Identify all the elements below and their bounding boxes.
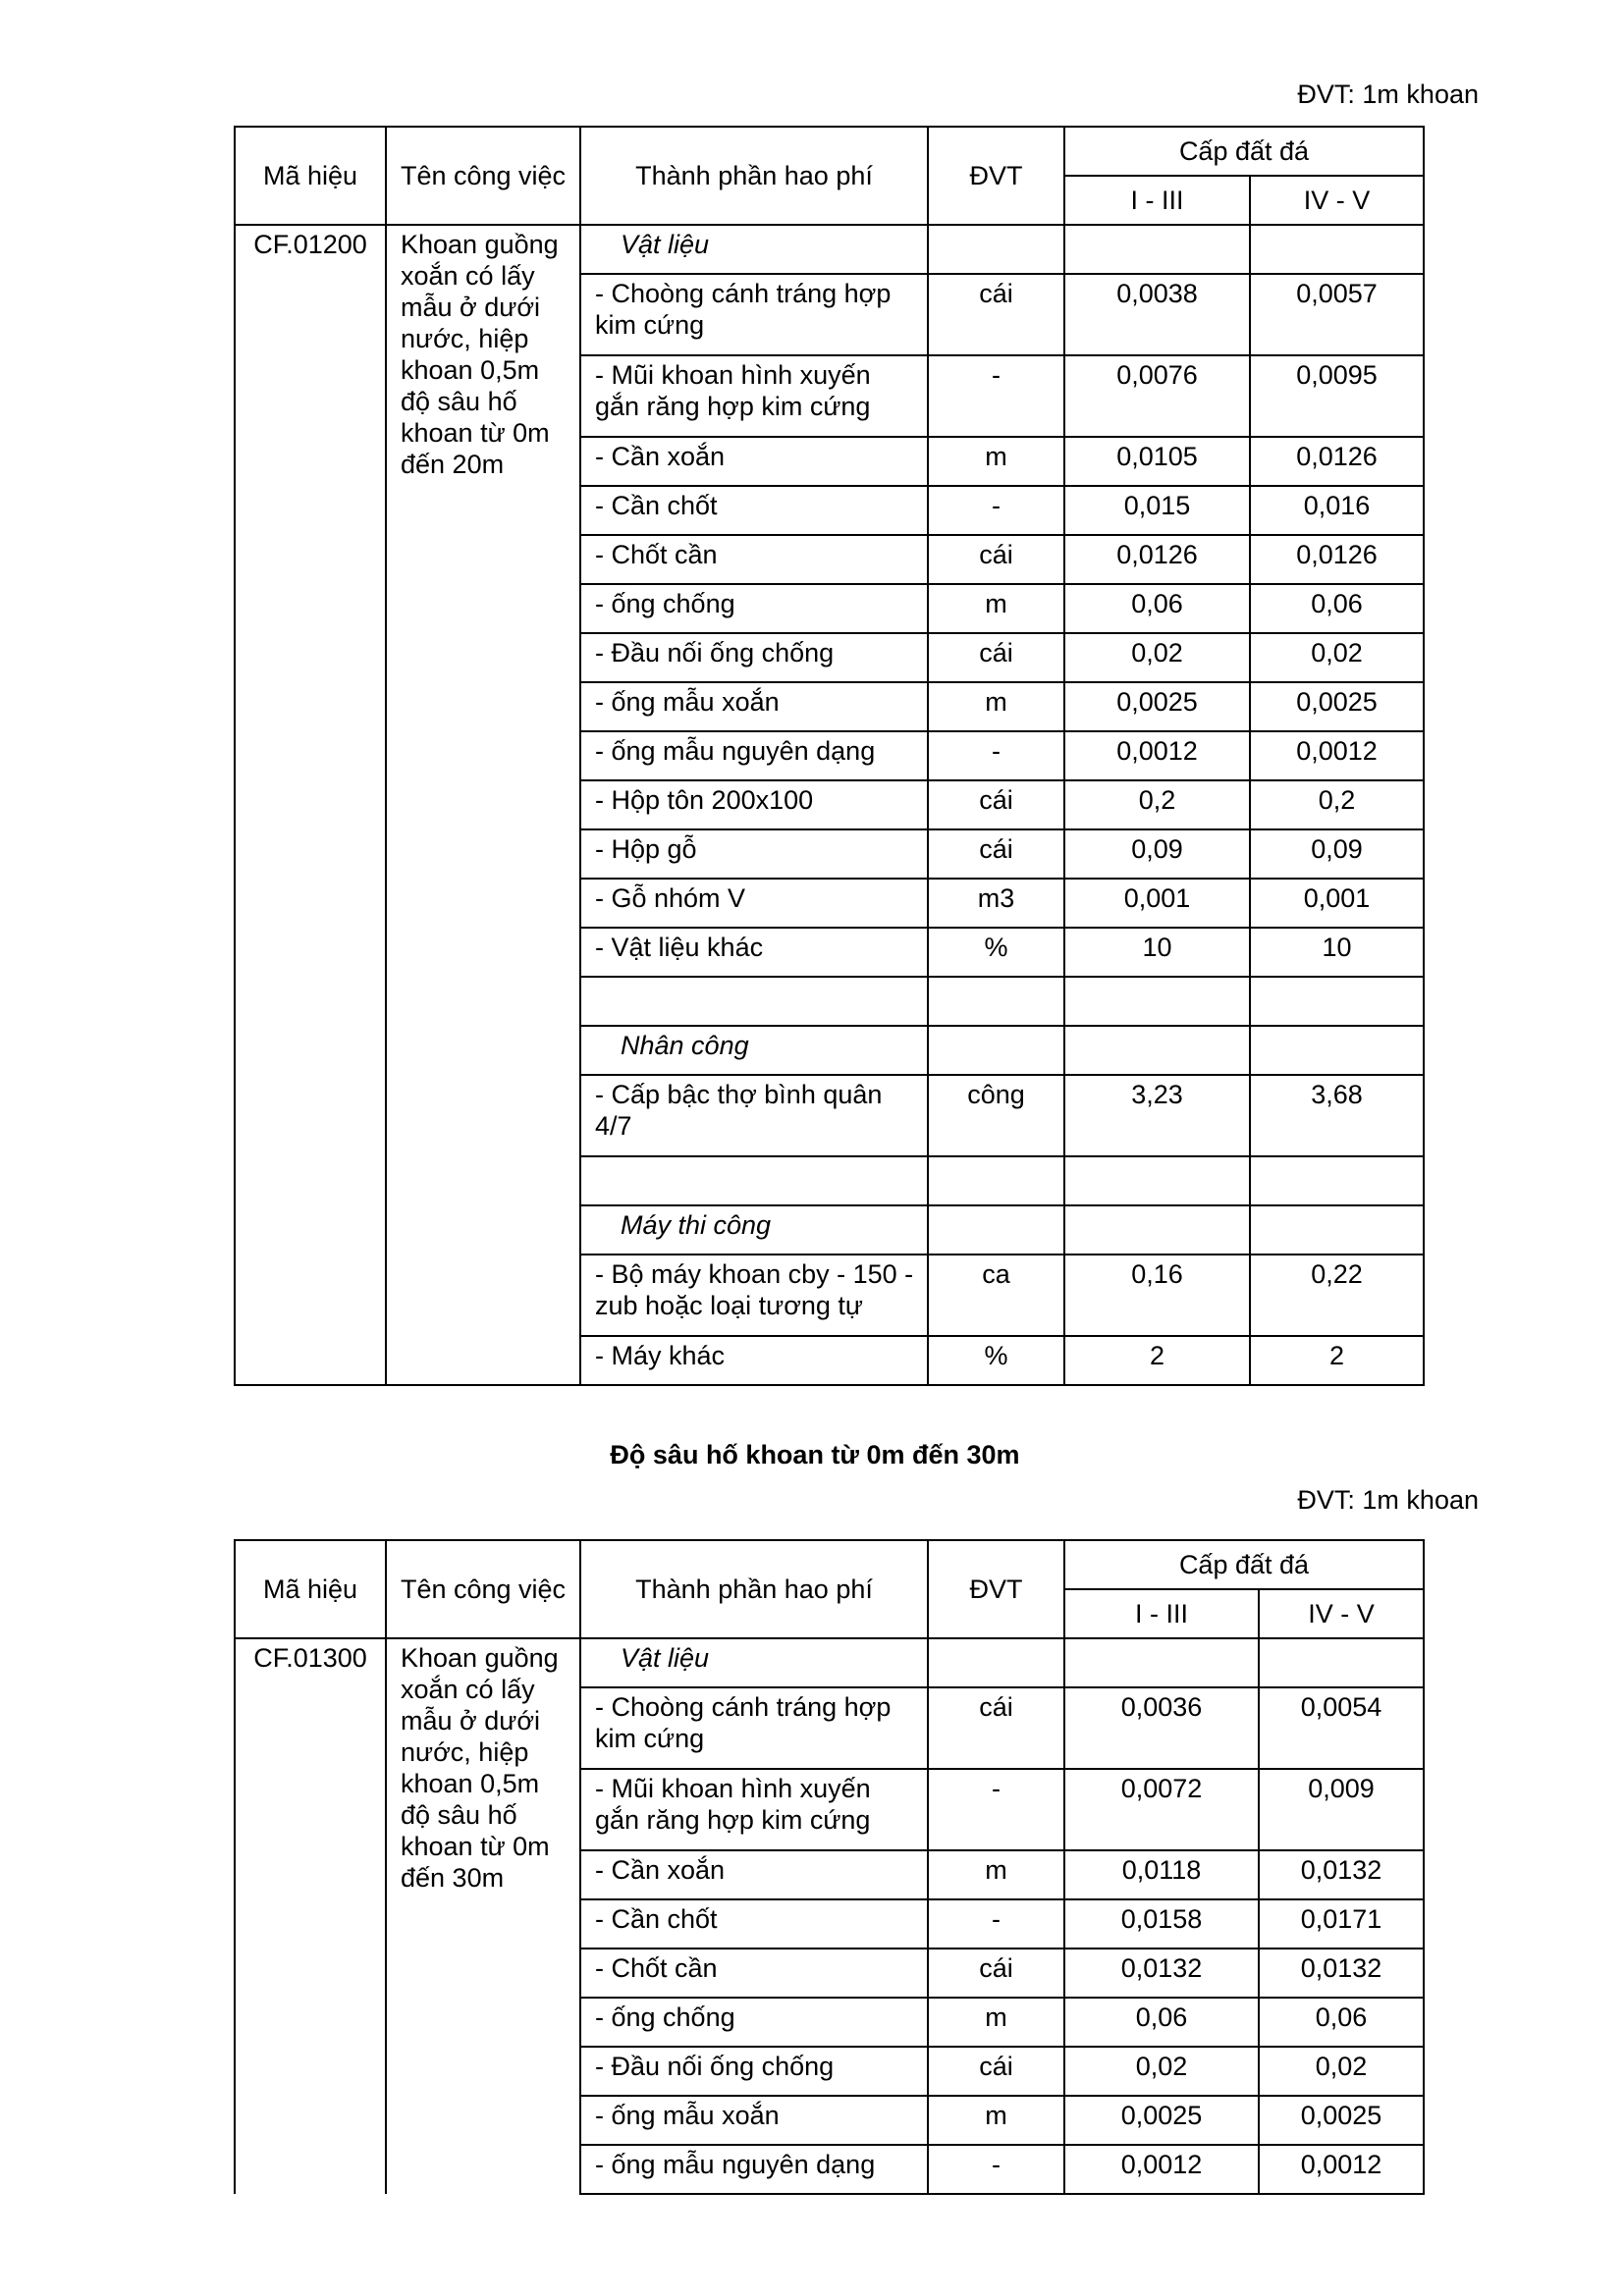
header-work: Tên công việc <box>386 1540 580 1638</box>
value-grade-1: 0,09 <box>1064 829 1250 879</box>
item-unit <box>928 225 1064 274</box>
value-grade-2: 0,0171 <box>1259 1899 1424 1949</box>
value-grade-2: 0,0095 <box>1250 355 1424 437</box>
header-component: Thành phần hao phí <box>580 127 928 225</box>
item-unit: m <box>928 1850 1064 1899</box>
value-grade-2: 0,0126 <box>1250 535 1424 584</box>
header-grade-1: I - III <box>1064 176 1250 225</box>
item-unit: m <box>928 584 1064 633</box>
value-grade-2: 0,0012 <box>1259 2145 1424 2194</box>
value-grade-2: 0,0057 <box>1250 274 1424 355</box>
value-grade-1: 0,0025 <box>1064 682 1250 731</box>
value-grade-2: 0,0132 <box>1259 1850 1424 1899</box>
header-grade-1: I - III <box>1064 1589 1259 1638</box>
value-grade-1: 0,16 <box>1064 1255 1250 1336</box>
item-unit <box>928 1156 1064 1205</box>
table-row <box>235 225 1424 274</box>
cost-item: - Cấp bậc thợ bình quân 4/7 <box>580 1075 928 1156</box>
cost-item: - Chốt cần <box>580 1949 928 1998</box>
value-grade-1: 0,0076 <box>1064 355 1250 437</box>
item-unit: - <box>928 486 1064 535</box>
header-grade-2: IV - V <box>1259 1589 1424 1638</box>
value-grade-2: 0,06 <box>1250 584 1424 633</box>
value-grade-2: 0,0025 <box>1259 2096 1424 2145</box>
value-grade-1: 0,0105 <box>1064 437 1250 486</box>
value-grade-1: 0,0126 <box>1064 535 1250 584</box>
category-label: Vật liệu <box>580 1638 928 1687</box>
item-unit: cái <box>928 535 1064 584</box>
value-grade-2: 0,02 <box>1259 2047 1424 2096</box>
cost-item: - Cần chốt <box>580 1899 928 1949</box>
header-work: Tên công việc <box>386 127 580 225</box>
value-grade-1 <box>1064 1205 1250 1255</box>
value-grade-1: 0,0158 <box>1064 1899 1259 1949</box>
value-grade-2: 10 <box>1250 928 1424 977</box>
value-grade-1: 0,06 <box>1064 584 1250 633</box>
header-grade: Cấp đất đá <box>1064 1540 1424 1589</box>
value-grade-1: 0,0038 <box>1064 274 1250 355</box>
header-unit: ĐVT <box>928 127 1064 225</box>
header-unit: ĐVT <box>928 1540 1064 1638</box>
value-grade-1: 0,0025 <box>1064 2096 1259 2145</box>
category-label: Nhân công <box>580 1026 928 1075</box>
value-grade-2: 0,09 <box>1250 829 1424 879</box>
value-grade-1: 0,0012 <box>1064 731 1250 780</box>
cost-item: - Cần xoắn <box>580 437 928 486</box>
value-grade-2: 0,0132 <box>1259 1949 1424 1998</box>
cost-item: - ống mẫu xoắn <box>580 2096 928 2145</box>
item-unit: cái <box>928 829 1064 879</box>
header-component: Thành phần hao phí <box>580 1540 928 1638</box>
value-grade-2: 0,009 <box>1259 1769 1424 1850</box>
item-unit: cái <box>928 780 1064 829</box>
cost-item: - Mũi khoan hình xuyến gắn răng hợp kim cứng <box>580 355 928 437</box>
item-unit <box>928 1638 1064 1687</box>
value-grade-2: 0,0025 <box>1250 682 1424 731</box>
value-grade-2 <box>1250 1156 1424 1205</box>
item-unit: m <box>928 682 1064 731</box>
table-row <box>235 1638 1424 1687</box>
value-grade-1: 2 <box>1064 1336 1250 1385</box>
value-grade-1: 0,0012 <box>1064 2145 1259 2194</box>
cost-item: - ống mẫu nguyên dạng <box>580 2145 928 2194</box>
cost-item <box>580 1156 928 1205</box>
cost-item: - ống chống <box>580 1998 928 2047</box>
cost-item: - Cần xoắn <box>580 1850 928 1899</box>
norm-table-cf01300 <box>234 1539 1425 2195</box>
item-unit: m3 <box>928 879 1064 928</box>
value-grade-1: 0,02 <box>1064 633 1250 682</box>
cost-item: - Đầu nối ống chống <box>580 2047 928 2096</box>
value-grade-2: 0,02 <box>1250 633 1424 682</box>
work-name: Khoan guồng xoắn có lấy mẫu ở dưới nước, hiệp khoan 0,5m độ sâu hố khoan từ 0m đến 20m <box>386 225 580 1385</box>
cost-item: - Hộp tôn 200x100 <box>580 780 928 829</box>
value-grade-1: 0,001 <box>1064 879 1250 928</box>
value-grade-1: 0,02 <box>1064 2047 1259 2096</box>
item-unit: - <box>928 1899 1064 1949</box>
cost-item: - Hộp gỗ <box>580 829 928 879</box>
item-unit <box>928 977 1064 1026</box>
value-grade-1 <box>1064 1026 1250 1075</box>
cost-item: - Mũi khoan hình xuyến gắn răng hợp kim cứng <box>580 1769 928 1850</box>
item-unit <box>928 1205 1064 1255</box>
norm-code: CF.01300 <box>235 1638 386 2194</box>
cost-item: - Vật liệu khác <box>580 928 928 977</box>
item-unit: % <box>928 1336 1064 1385</box>
value-grade-2 <box>1250 1026 1424 1075</box>
value-grade-1: 10 <box>1064 928 1250 977</box>
cost-item <box>580 977 928 1026</box>
unit-note: ĐVT: 1m khoan <box>1297 1485 1479 1515</box>
item-unit: cái <box>928 274 1064 355</box>
cost-item: - Choòng cánh tráng hợp kim cứng <box>580 1687 928 1769</box>
category-label: Vật liệu <box>580 225 928 274</box>
cost-item: - Cần chốt <box>580 486 928 535</box>
item-unit: cái <box>928 2047 1064 2096</box>
value-grade-1: 0,06 <box>1064 1998 1259 2047</box>
value-grade-2: 0,0054 <box>1259 1687 1424 1769</box>
cost-item: - Chốt cần <box>580 535 928 584</box>
value-grade-1: 0,0036 <box>1064 1687 1259 1769</box>
header-grade-2: IV - V <box>1250 176 1424 225</box>
item-unit: % <box>928 928 1064 977</box>
value-grade-2: 0,0126 <box>1250 437 1424 486</box>
value-grade-2: 0,001 <box>1250 879 1424 928</box>
norm-table-cf01200 <box>234 126 1425 1386</box>
item-unit: công <box>928 1075 1064 1156</box>
cost-item: - ống mẫu xoắn <box>580 682 928 731</box>
value-grade-1: 0,0072 <box>1064 1769 1259 1850</box>
work-name: Khoan guồng xoắn có lấy mẫu ở dưới nước, hiệp khoan 0,5m độ sâu hố khoan từ 0m đến 30m <box>386 1638 580 2194</box>
header-code: Mã hiệu <box>235 1540 386 1638</box>
header-code: Mã hiệu <box>235 127 386 225</box>
item-unit: cái <box>928 1687 1064 1769</box>
value-grade-1: 0,2 <box>1064 780 1250 829</box>
cost-item: - ống chống <box>580 584 928 633</box>
value-grade-2: 2 <box>1250 1336 1424 1385</box>
value-grade-1: 0,0132 <box>1064 1949 1259 1998</box>
cost-item: - ống mẫu nguyên dạng <box>580 731 928 780</box>
value-grade-1 <box>1064 1156 1250 1205</box>
cost-item: - Bộ máy khoan cby - 150 - zub hoặc loại tương tự <box>580 1255 928 1336</box>
item-unit: m <box>928 2096 1064 2145</box>
item-unit: ca <box>928 1255 1064 1336</box>
cost-item: - Máy khác <box>580 1336 928 1385</box>
cost-item: - Gỗ nhóm V <box>580 879 928 928</box>
value-grade-2: 0,22 <box>1250 1255 1424 1336</box>
item-unit: m <box>928 1998 1064 2047</box>
item-unit: - <box>928 2145 1064 2194</box>
value-grade-1 <box>1064 1638 1259 1687</box>
cost-item: - Choòng cánh tráng hợp kim cứng <box>580 274 928 355</box>
item-unit: cái <box>928 1949 1064 1998</box>
cost-item: - Đầu nối ống chống <box>580 633 928 682</box>
value-grade-1 <box>1064 977 1250 1026</box>
value-grade-1: 3,23 <box>1064 1075 1250 1156</box>
item-unit: cái <box>928 633 1064 682</box>
value-grade-2: 3,68 <box>1250 1075 1424 1156</box>
item-unit <box>928 1026 1064 1075</box>
value-grade-1 <box>1064 225 1250 274</box>
value-grade-2 <box>1250 1205 1424 1255</box>
item-unit: m <box>928 437 1064 486</box>
section-title: Độ sâu hố khoan từ 0m đến 30m <box>610 1440 1020 1469</box>
unit-note: ĐVT: 1m khoan <box>1297 80 1479 109</box>
item-unit: - <box>928 731 1064 780</box>
value-grade-1: 0,0118 <box>1064 1850 1259 1899</box>
value-grade-2 <box>1250 225 1424 274</box>
value-grade-2: 0,0012 <box>1250 731 1424 780</box>
item-unit: - <box>928 355 1064 437</box>
value-grade-2 <box>1259 1638 1424 1687</box>
category-label: Máy thi công <box>580 1205 928 1255</box>
header-grade: Cấp đất đá <box>1064 127 1424 176</box>
item-unit: - <box>928 1769 1064 1850</box>
norm-code: CF.01200 <box>235 225 386 1385</box>
value-grade-2 <box>1250 977 1424 1026</box>
value-grade-2: 0,06 <box>1259 1998 1424 2047</box>
value-grade-2: 0,2 <box>1250 780 1424 829</box>
value-grade-2: 0,016 <box>1250 486 1424 535</box>
value-grade-1: 0,015 <box>1064 486 1250 535</box>
